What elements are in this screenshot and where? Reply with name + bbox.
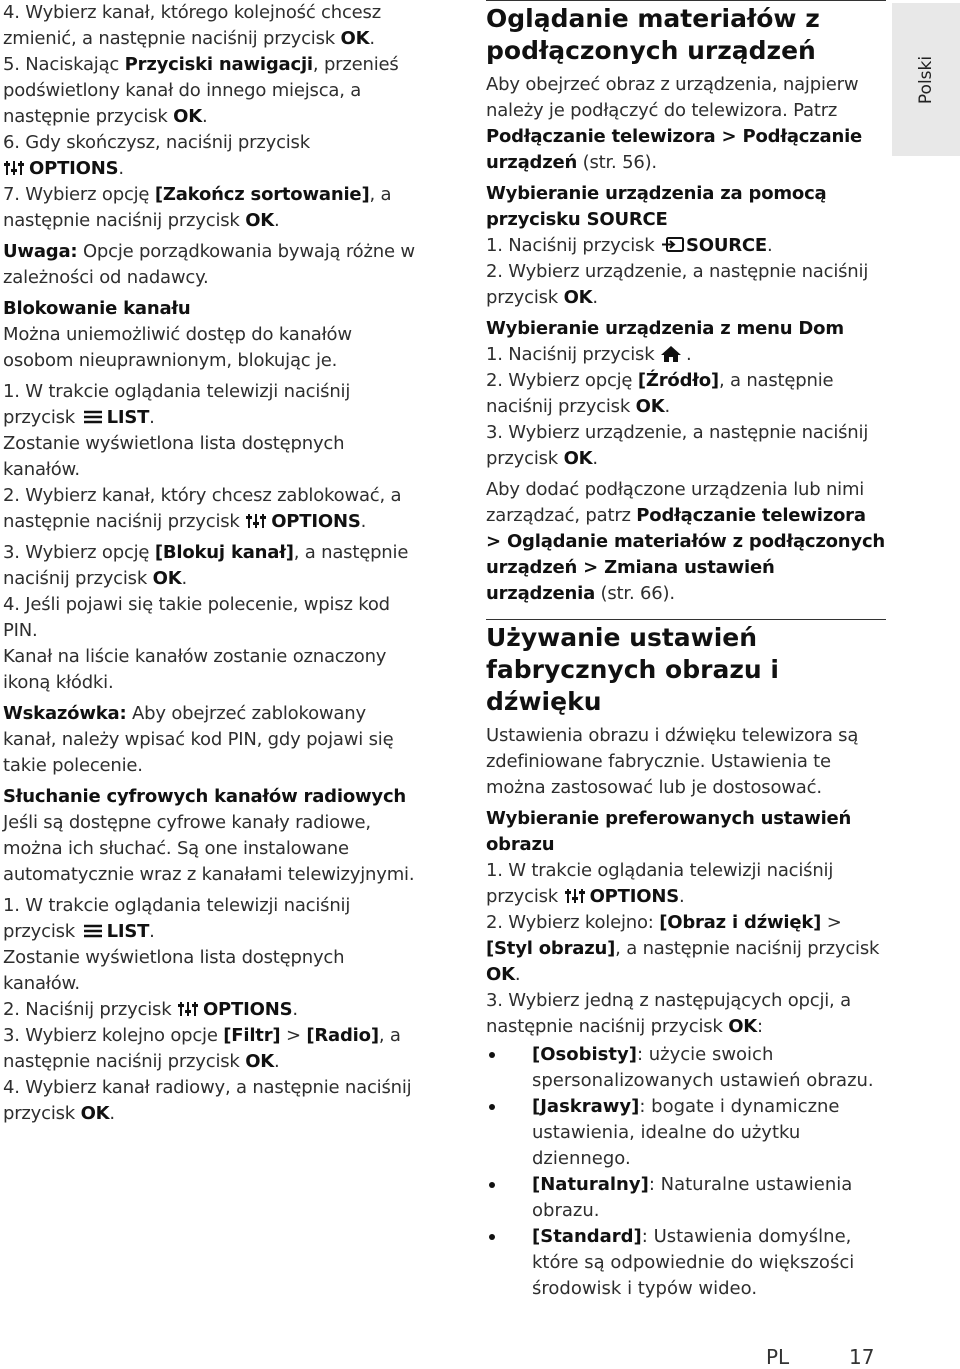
tip: Wskazówka: Aby obejrzeć zablokowany kanał, należy wpisać kod PIN, gdy pojawi się takie polecenie. xyxy=(3,703,394,776)
step-6: 6. Gdy skończysz, naciśnij przycisk OPTIONS. xyxy=(3,132,310,179)
section-title-connected-devices: Oglądanie materiałów z podłączonych urządzeń xyxy=(486,0,886,67)
language-tab xyxy=(892,3,960,156)
home-step-2: 2. Wybierz opcję [Źródło], a następnie naciśnij przycisk OK. xyxy=(486,370,834,417)
options-icon xyxy=(245,512,271,530)
options-icon xyxy=(3,159,29,177)
block-intro: Można uniemożliwić dostęp do kanałów osobom nieuprawnionym, blokując je. xyxy=(3,324,352,371)
block-step-4-result: Kanał na liście kanałów zostanie oznaczony ikoną kłódki. xyxy=(3,646,387,693)
block-step-2: 2. Wybierz kanał, który chcesz zablokować, a następnie naciśnij przycisk OPTIONS. xyxy=(3,485,402,532)
factory-intro: Ustawienia obrazu i dźwięku telewizora są zdefiniowane fabrycznie. Ustawienia te można zastosować lub je dostosować. xyxy=(486,725,859,798)
heading-preferred-picture: Wybieranie preferowanych ustawień obrazu xyxy=(486,808,852,855)
list-item: [Standard]: Ustawienia domyślne, które są odpowiednie do większości środowisk i typów wideo. xyxy=(486,1224,886,1302)
radio-step-1-result: Zostanie wyświetlona lista dostępnych kanałów. xyxy=(3,947,345,994)
list-icon xyxy=(81,922,107,940)
section-title-factory-settings: Używanie ustawień fabrycznych obrazu i dźwięku xyxy=(486,619,886,718)
step-7: 7. Wybierz opcję [Zakończ sortowanie], a następnie naciśnij przycisk OK. xyxy=(3,184,392,231)
footer-language: PL xyxy=(766,1345,790,1369)
manage-devices: Aby dodać podłączone urządzenia lub nimi zarządzać, patrz Podłączanie telewizora > Oglądanie materiałów z podłączonych urządzeń > Zmiana ustawień urządzenia (str. 66). xyxy=(486,479,886,604)
source-icon xyxy=(660,236,686,254)
options-icon xyxy=(177,1000,203,1018)
right-column xyxy=(486,0,886,1302)
step-4: 4. Wybierz kanał, którego kolejność chcesz zmienić, a następnie naciśnij przycisk OK. xyxy=(3,2,381,49)
list-item: [Naturalny]: Naturalne ustawienia obrazu. xyxy=(486,1172,886,1224)
list-icon xyxy=(81,408,107,426)
source-step-2: 2. Wybierz urządzenie, a następnie naciśnij przycisk OK. xyxy=(486,261,869,308)
picture-step-3: 3. Wybierz jedną z następujących opcji, a następnie naciśnij przycisk OK: xyxy=(486,990,851,1037)
heading-source-button: Wybieranie urządzenia za pomocą przycisku SOURCE xyxy=(486,183,827,230)
heading-digital-radio: Słuchanie cyfrowych kanałów radiowych xyxy=(3,786,407,807)
picture-style-options xyxy=(486,1042,886,1302)
options-icon xyxy=(564,887,590,905)
connected-intro: Aby obejrzeć obraz z urządzenia, najpierw należy je podłączyć do telewizora. Patrz Podłączanie telewizora > Podłączanie urządzeń (str. 56). xyxy=(486,74,863,173)
block-step-4: 4. Jeśli pojawi się takie polecenie, wpisz kod PIN. xyxy=(3,594,390,641)
note: Uwaga: Opcje porządkowania bywają różne w zależności od nadawcy. xyxy=(3,241,415,288)
block-step-3: 3. Wybierz opcję [Blokuj kanał], a następnie naciśnij przycisk OK. xyxy=(3,542,409,589)
list-item: [Jaskrawy]: bogate i dynamiczne ustawienia, idealne do użytku dziennego. xyxy=(486,1094,886,1172)
home-step-1: 1. Naciśnij przycisk . xyxy=(486,344,692,365)
block-step-1: 1. W trakcie oglądania telewizji naciśnij przycisk LIST. xyxy=(3,381,351,428)
radio-step-4: 4. Wybierz kanał radiowy, a następnie naciśnij przycisk OK. xyxy=(3,1077,412,1124)
language-tab-label: Polski xyxy=(916,55,936,104)
home-step-3: 3. Wybierz urządzenie, a następnie naciśnij przycisk OK. xyxy=(486,422,869,469)
source-step-1: 1. Naciśnij przycisk SOURCE. xyxy=(486,235,773,256)
list-item: [Osobisty]: użycie swoich spersonalizowanych ustawień obrazu. xyxy=(486,1042,886,1094)
left-column xyxy=(3,0,423,1127)
picture-step-1: 1. W trakcie oglądania telewizji naciśnij przycisk OPTIONS. xyxy=(486,860,834,907)
home-icon xyxy=(660,345,686,363)
heading-block-channel: Blokowanie kanału xyxy=(3,298,191,319)
radio-step-1: 1. W trakcie oglądania telewizji naciśnij przycisk LIST. xyxy=(3,895,351,942)
heading-home-menu: Wybieranie urządzenia z menu Dom xyxy=(486,318,844,339)
step-5: 5. Naciskając Przyciski nawigacji, przenieś podświetlony kanał do innego miejsca, a następnie przycisk OK. xyxy=(3,54,399,127)
page-number: 17 xyxy=(849,1345,875,1369)
radio-intro: Jeśli są dostępne cyfrowe kanały radiowe, można ich słuchać. Są one instalowane automatycznie wraz z kanałami telewizyjnymi. xyxy=(3,812,415,885)
picture-step-2: 2. Wybierz kolejno: [Obraz i dźwięk] > [Styl obrazu], a następnie naciśnij przycisk OK. xyxy=(486,912,880,985)
block-step-1-result: Zostanie wyświetlona lista dostępnych kanałów. xyxy=(3,433,345,480)
radio-step-3: 3. Wybierz kolejno opcje [Filtr] > [Radio], a następnie naciśnij przycisk OK. xyxy=(3,1025,401,1072)
radio-step-2: 2. Naciśnij przycisk OPTIONS. xyxy=(3,999,298,1020)
